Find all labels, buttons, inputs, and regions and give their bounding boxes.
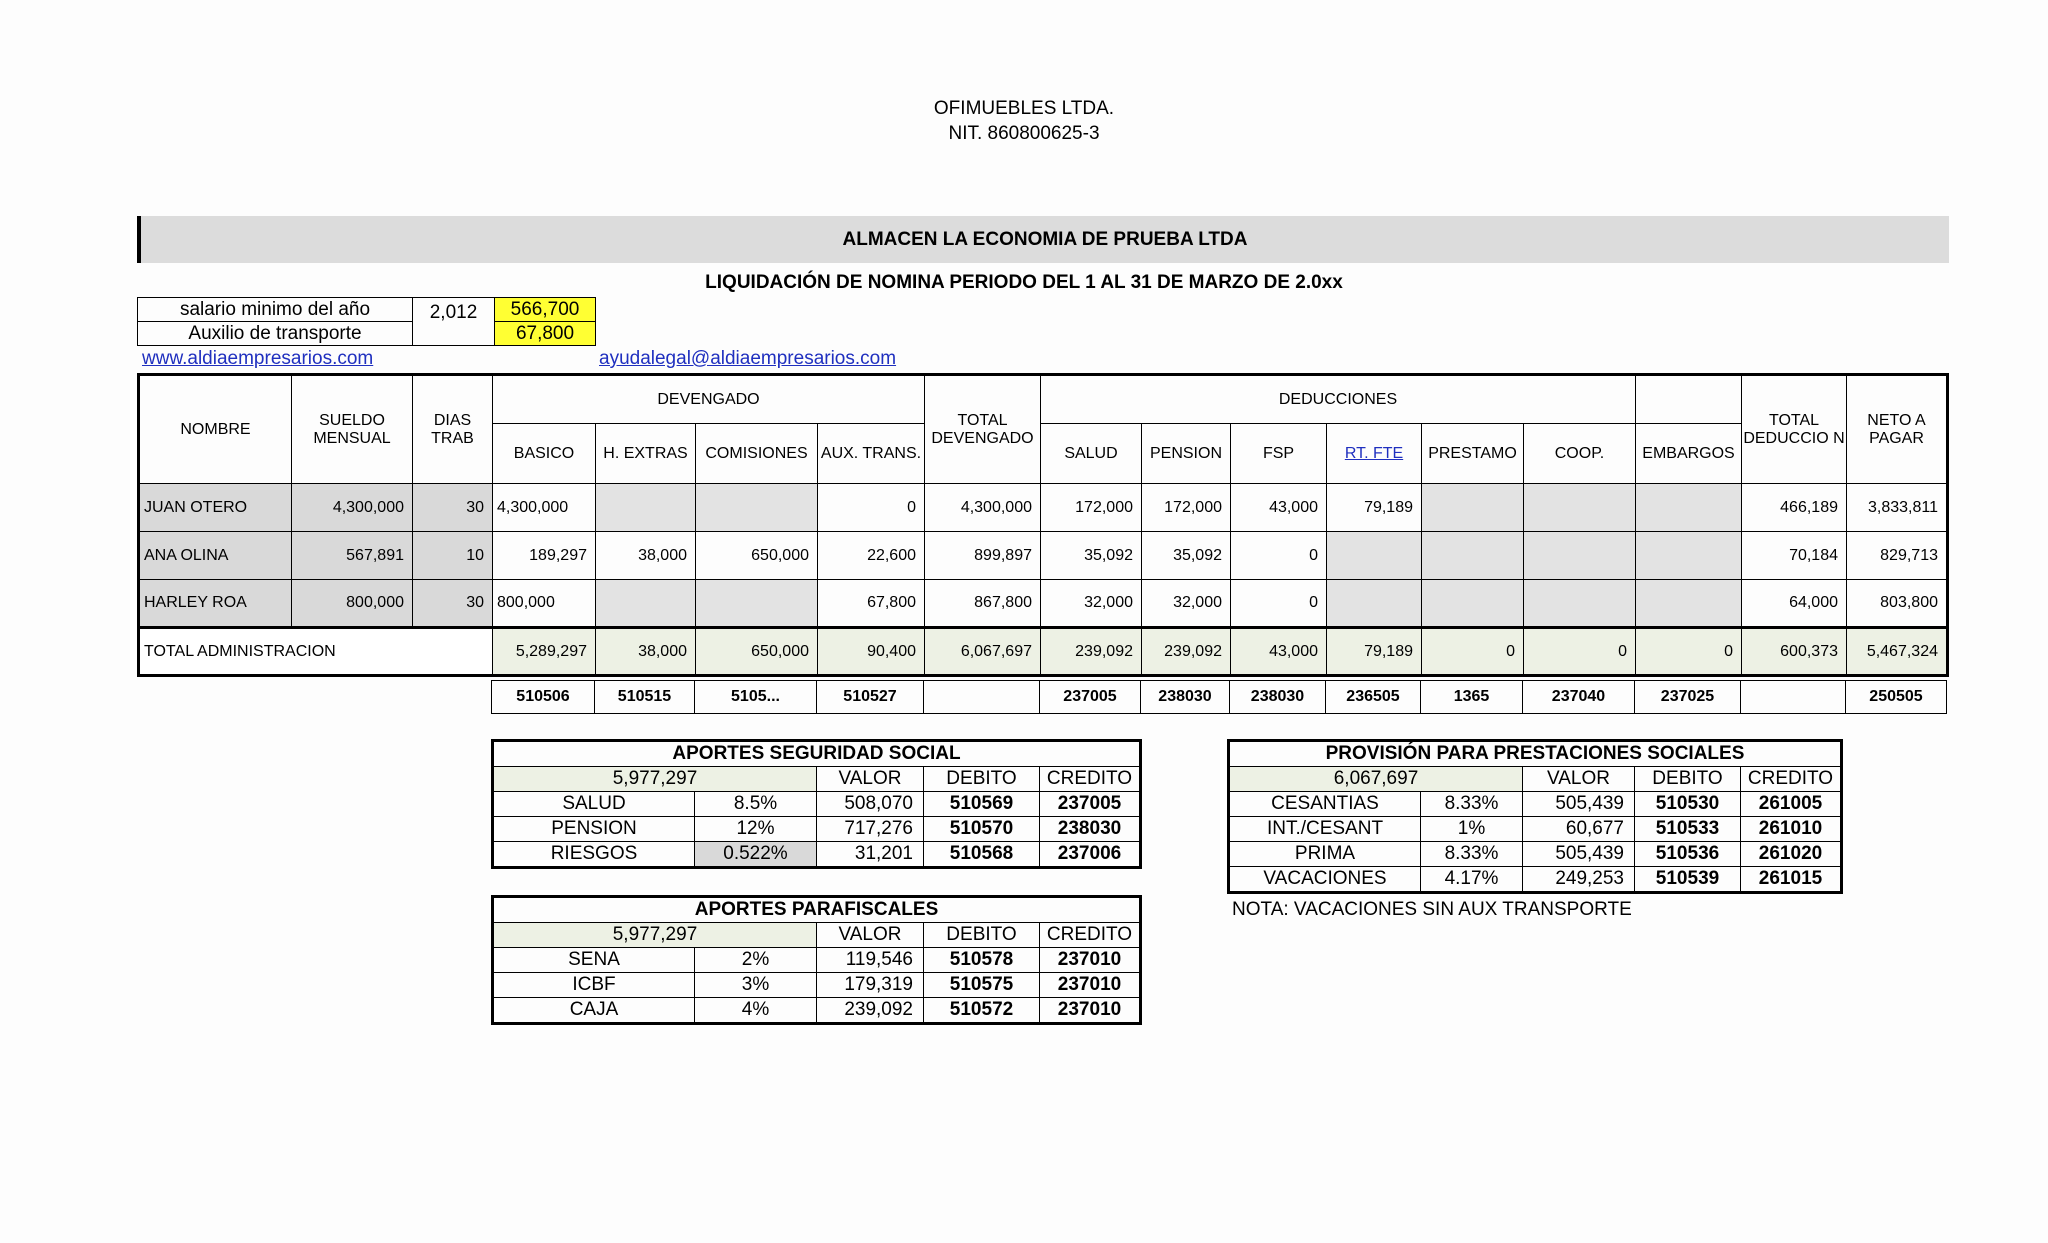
cell-total-deduccion: 70,184	[1742, 532, 1847, 580]
concepto: CESANTIAS	[1229, 792, 1421, 817]
cell-total-deduccion: 64,000	[1742, 580, 1847, 628]
table-row	[1229, 817, 1842, 842]
cell-coop	[1524, 532, 1636, 580]
cell-basico: 800,000	[493, 580, 596, 628]
group-deducciones: DEDUCCIONES	[1041, 375, 1636, 424]
parafiscales-col-credito: CREDITO	[1040, 923, 1141, 948]
provision-col-valor: VALOR	[1523, 767, 1635, 792]
cell-salud: 172,000	[1041, 484, 1142, 532]
debito: 510578	[924, 948, 1040, 973]
provision-col-credito: CREDITO	[1741, 767, 1842, 792]
concepto: SENA	[493, 948, 695, 973]
col-coop: COOP.	[1524, 424, 1636, 484]
cell-embargos	[1636, 580, 1742, 628]
total-basico: 5,289,297	[493, 628, 596, 676]
total-extras: 38,000	[596, 628, 696, 676]
total-prestamo: 0	[1422, 628, 1524, 676]
valor: 717,276	[817, 817, 924, 842]
col-dias: DIAS TRAB	[413, 375, 493, 484]
provision-note: NOTA: VACACIONES SIN AUX TRANSPORTE	[1232, 899, 1632, 920]
total-embargos: 0	[1636, 628, 1742, 676]
concepto: CAJA	[493, 998, 695, 1024]
cell-sueldo: 567,891	[292, 532, 413, 580]
seguridad-col-valor: VALOR	[817, 767, 924, 792]
cell-fsp: 0	[1231, 580, 1327, 628]
debito: 510536	[1635, 842, 1741, 867]
concepto: ICBF	[493, 973, 695, 998]
porcentaje: 2%	[695, 948, 817, 973]
porcentaje: 3%	[695, 973, 817, 998]
cell-dias: 10	[413, 532, 493, 580]
col-total-deduccion: TOTAL DEDUCCIO N	[1742, 375, 1847, 484]
porcentaje: 8.33%	[1421, 792, 1523, 817]
company-name: OFIMUEBLES LTDA.	[933, 98, 1115, 119]
col-nombre: NOMBRE	[139, 375, 292, 484]
debito: 510568	[924, 842, 1040, 868]
salario-value: 566,700	[495, 298, 596, 322]
col-salud: SALUD	[1041, 424, 1142, 484]
col-comisiones: COMISIONES	[696, 424, 818, 484]
cell-nombre: HARLEY ROA	[139, 580, 292, 628]
cell-total-devengado: 4,300,000	[925, 484, 1041, 532]
cell-neto: 3,833,811	[1847, 484, 1948, 532]
cell-embargos	[1636, 484, 1742, 532]
debito: 510569	[924, 792, 1040, 817]
total-coop: 0	[1524, 628, 1636, 676]
table-row	[493, 973, 1141, 998]
cell-sueldo: 800,000	[292, 580, 413, 628]
cell-fsp: 0	[1231, 532, 1327, 580]
debito: 510539	[1635, 867, 1741, 893]
credito: 237005	[1040, 792, 1141, 817]
cell-coop	[1524, 580, 1636, 628]
col-total-devengado: TOTAL DEVENGADO	[925, 375, 1041, 484]
cell-comisiones: 650,000	[696, 532, 818, 580]
acct-aux: 510527	[817, 681, 924, 714]
cell-comisiones	[696, 484, 818, 532]
table-row	[493, 998, 1141, 1024]
parameters-table	[137, 297, 596, 346]
payroll-table	[137, 373, 1949, 677]
parafiscales-table	[491, 895, 1142, 1025]
seguridad-col-debito: DEBITO	[924, 767, 1040, 792]
debito: 510572	[924, 998, 1040, 1024]
total-aux: 90,400	[818, 628, 925, 676]
col-pension: PENSION	[1142, 424, 1231, 484]
acct-embargos: 237025	[1635, 681, 1741, 714]
salario-label: salario minimo del año	[138, 298, 413, 322]
group-devengado: DEVENGADO	[493, 375, 925, 424]
cell-basico: 4,300,000	[493, 484, 596, 532]
parafiscales-col-debito: DEBITO	[924, 923, 1040, 948]
cell-neto: 829,713	[1847, 532, 1948, 580]
col-embargos: EMBARGOS	[1636, 424, 1742, 484]
cell-dias: 30	[413, 580, 493, 628]
credito: 261020	[1741, 842, 1842, 867]
acct-rtfte: 236505	[1326, 681, 1421, 714]
cell-aux: 22,600	[818, 532, 925, 580]
col-sueldo: SUELDO MENSUAL	[292, 375, 413, 484]
auxilio-label: Auxilio de transporte	[138, 322, 413, 346]
acct-fsp: 238030	[1230, 681, 1326, 714]
acct-coop: 237040	[1523, 681, 1635, 714]
total-devengado: 6,067,697	[925, 628, 1041, 676]
total-rtfte: 79,189	[1327, 628, 1422, 676]
acct-prestamo: 1365	[1421, 681, 1523, 714]
concepto: SALUD	[493, 792, 695, 817]
cell-extras	[596, 484, 696, 532]
col-fsp: FSP	[1231, 424, 1327, 484]
col-neto: NETO A PAGAR	[1847, 375, 1948, 484]
table-row	[1229, 867, 1842, 893]
debito: 510570	[924, 817, 1040, 842]
cell-prestamo	[1422, 532, 1524, 580]
col-empty-header	[1636, 375, 1742, 424]
col-rtfte-link[interactable]: RT. FTE	[1327, 424, 1422, 484]
table-row	[1229, 842, 1842, 867]
credito: 261010	[1741, 817, 1842, 842]
cell-rtfte	[1327, 580, 1422, 628]
porcentaje: 4%	[695, 998, 817, 1024]
porcentaje: 12%	[695, 817, 817, 842]
cell-total-deduccion: 466,189	[1742, 484, 1847, 532]
seguridad-base: 5,977,297	[493, 767, 817, 792]
acct-total-deduccion	[1741, 681, 1846, 714]
porcentaje: 1%	[1421, 817, 1523, 842]
year-value: 2,012	[413, 298, 495, 346]
porcentaje: 8.33%	[1421, 842, 1523, 867]
table-row	[139, 580, 1948, 628]
credito: 237010	[1040, 948, 1141, 973]
cell-pension: 172,000	[1142, 484, 1231, 532]
cell-dias: 30	[413, 484, 493, 532]
col-prestamo: PRESTAMO	[1422, 424, 1524, 484]
parafiscales-base: 5,977,297	[493, 923, 817, 948]
cell-extras	[596, 580, 696, 628]
table-row	[493, 817, 1141, 842]
cell-rtfte: 79,189	[1327, 484, 1422, 532]
cell-aux: 0	[818, 484, 925, 532]
valor: 249,253	[1523, 867, 1635, 893]
valor: 179,319	[817, 973, 924, 998]
store-banner: ALMACEN LA ECONOMIA DE PRUEBA LTDA	[137, 216, 1949, 263]
cell-extras: 38,000	[596, 532, 696, 580]
seguridad-social-table	[491, 739, 1142, 869]
provision-table	[1227, 739, 1843, 894]
debito: 510533	[1635, 817, 1741, 842]
cell-embargos	[1636, 532, 1742, 580]
valor: 239,092	[817, 998, 924, 1024]
account-codes-table	[491, 680, 1947, 714]
cell-pension: 32,000	[1142, 580, 1231, 628]
acct-salud: 237005	[1040, 681, 1141, 714]
cell-nombre: JUAN OTERO	[139, 484, 292, 532]
col-extras: H. EXTRAS	[596, 424, 696, 484]
credito: 237010	[1040, 998, 1141, 1024]
acct-total-devengado	[924, 681, 1040, 714]
credito: 261015	[1741, 867, 1842, 893]
concepto: PRIMA	[1229, 842, 1421, 867]
porcentaje: 4.17%	[1421, 867, 1523, 893]
valor: 505,439	[1523, 792, 1635, 817]
acct-pension: 238030	[1141, 681, 1230, 714]
seguridad-title: APORTES SEGURIDAD SOCIAL	[493, 741, 1141, 767]
cell-neto: 803,800	[1847, 580, 1948, 628]
table-row	[493, 792, 1141, 817]
acct-comisiones: 5105...	[695, 681, 817, 714]
valor: 508,070	[817, 792, 924, 817]
porcentaje: 8.5%	[695, 792, 817, 817]
credito: 238030	[1040, 817, 1141, 842]
cell-nombre: ANA OLINA	[139, 532, 292, 580]
valor: 119,546	[817, 948, 924, 973]
cell-salud: 32,000	[1041, 580, 1142, 628]
acct-neto: 250505	[1846, 681, 1947, 714]
period-title: LIQUIDACIÓN DE NOMINA PERIODO DEL 1 AL 31 DE MARZO DE 2.0xx	[705, 272, 1343, 293]
debito: 510575	[924, 973, 1040, 998]
credito: 261005	[1741, 792, 1842, 817]
cell-fsp: 43,000	[1231, 484, 1327, 532]
total-neto: 5,467,324	[1847, 628, 1948, 676]
parafiscales-title: APORTES PARAFISCALES	[493, 897, 1141, 923]
totals-row	[139, 628, 1948, 676]
concepto: PENSION	[493, 817, 695, 842]
porcentaje: 0.522%	[695, 842, 817, 868]
acct-basico: 510506	[492, 681, 595, 714]
cell-prestamo	[1422, 580, 1524, 628]
credito: 237006	[1040, 842, 1141, 868]
table-row	[1229, 792, 1842, 817]
concepto: VACACIONES	[1229, 867, 1421, 893]
provision-title: PROVISIÓN PARA PRESTACIONES SOCIALES	[1229, 741, 1842, 767]
cell-coop	[1524, 484, 1636, 532]
table-row	[493, 842, 1141, 868]
total-pension: 239,092	[1142, 628, 1231, 676]
cell-salud: 35,092	[1041, 532, 1142, 580]
company-nit: NIT. 860800625-3	[948, 123, 1100, 144]
col-aux: AUX. TRANS.	[818, 424, 925, 484]
total-deduccion: 600,373	[1742, 628, 1847, 676]
valor: 60,677	[1523, 817, 1635, 842]
debito: 510530	[1635, 792, 1741, 817]
table-row	[139, 532, 1948, 580]
valor: 31,201	[817, 842, 924, 868]
cell-pension: 35,092	[1142, 532, 1231, 580]
cell-basico: 189,297	[493, 532, 596, 580]
valor: 505,439	[1523, 842, 1635, 867]
cell-total-devengado: 867,800	[925, 580, 1041, 628]
website-link[interactable]: www.aldiaempresarios.com	[142, 348, 374, 369]
table-row	[493, 948, 1141, 973]
cell-aux: 67,800	[818, 580, 925, 628]
auxilio-value: 67,800	[495, 322, 596, 346]
acct-extras: 510515	[595, 681, 695, 714]
concepto: INT./CESANT	[1229, 817, 1421, 842]
parafiscales-col-valor: VALOR	[817, 923, 924, 948]
credito: 237010	[1040, 973, 1141, 998]
total-fsp: 43,000	[1231, 628, 1327, 676]
total-salud: 239,092	[1041, 628, 1142, 676]
col-basico: BASICO	[493, 424, 596, 484]
seguridad-col-credito: CREDITO	[1040, 767, 1141, 792]
provision-col-debito: DEBITO	[1635, 767, 1741, 792]
cell-sueldo: 4,300,000	[292, 484, 413, 532]
cell-comisiones	[696, 580, 818, 628]
cell-total-devengado: 899,897	[925, 532, 1041, 580]
cell-rtfte	[1327, 532, 1422, 580]
cell-prestamo	[1422, 484, 1524, 532]
concepto: RIESGOS	[493, 842, 695, 868]
table-row	[139, 484, 1948, 532]
total-comisiones: 650,000	[696, 628, 818, 676]
provision-base: 6,067,697	[1229, 767, 1523, 792]
email-link[interactable]: ayudalegal@aldiaempresarios.com	[599, 348, 897, 369]
totals-label: TOTAL ADMINISTRACION	[139, 628, 493, 676]
